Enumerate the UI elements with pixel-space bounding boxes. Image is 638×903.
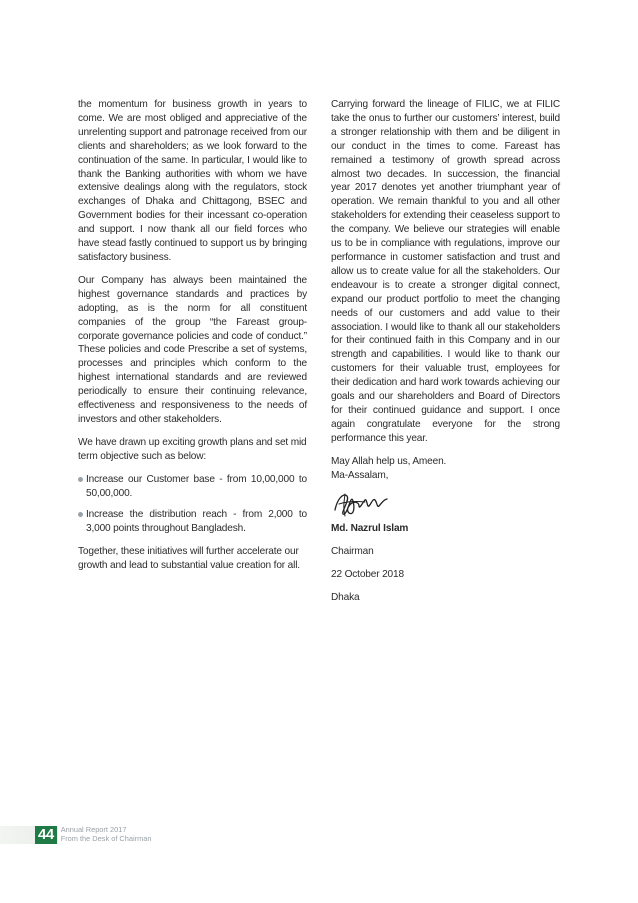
- footer-text: [61, 826, 152, 843]
- page-footer: [35, 826, 151, 844]
- bullet-dot-icon: [78, 512, 83, 517]
- signer-title: Chairman: [331, 546, 374, 558]
- footer-line-1: Annual Report 2017: [60, 825, 127, 835]
- list-item: [78, 473, 307, 501]
- list-item: [78, 508, 307, 536]
- page-number: 44: [35, 826, 57, 844]
- signature-image: [331, 486, 391, 520]
- left-paragraph-1: the momentum for business growth in years to come. We are most obliged and appreciative of the unrelenting support and patronage received from our clients and shareholders; as we look forward to the continuation of the same. In particular, I would like to thank the Banking authorities with whom we have extensive dealings along with the regulators, stock exchanges of Dhaka and Chittagong, BSEC and Government bodies for their incessant co-operation and support. I now thank all our field forces who have stead fastly continued to support us by bringing satisfactory business.: [78, 99, 307, 263]
- closing-text: [331, 455, 560, 483]
- signing-place: Dhaka: [331, 592, 360, 604]
- signer-name: Md. Nazrul Islam: [331, 523, 409, 535]
- left-paragraph-2: Our Company has always been maintained the highest governance standards and practices by adopting, as is the norm for all constituent companies of the group “the Fareast group-corporate governance policies and code of conduct.” These policies and code Prescribe a set of systems, processes and principles which conform to the highest international standards and are reviewed periodically to ensure their continuing relevance, effectiveness and responsiveness to the needs of investors and other stakeholders.: [78, 274, 307, 425]
- right-column: [331, 98, 560, 614]
- list-item-text: Increase the distribution reach - from 2,000 to 3,000 points throughout Bangladesh.: [86, 509, 307, 535]
- right-paragraph-1: Carrying forward the lineage of FILIC, we at FILIC take the onus to further our customers’ interest, build a stronger relationship with them and be diligent in our conduct in the times to come. Fareast has remained a testimony of growth spread across almost two decades. In succession, the financial year 2017 denotes yet another triumphant year of operation. We remain thankful to you and all other stakeholders for extending their ceaseless support to the company. We believe our strategies will enable us to be in compliance with regulations, improve our performance in customer satisfaction and trust and allow us to create value for all the stakeholders. Our endeavour is to create a stronger digital connect, expand our product portfolio to meet the changing needs of our customers and add value to their association. I would like to thank all our stakeholders for their continued faith in this Company and in our strength and capabilities. I would like to thank our customers for their valuable trust, employees for their dedication and hard work towards achieving our goals and our shareholders and Board of Directors for their continued guidance and support. I once again congratulate everyone for the strong performance this year.: [331, 99, 560, 444]
- left-paragraph-4: Together, these initiatives will further accelerate our growth and lead to substantial value creation for all.: [78, 546, 300, 572]
- list-item-text: Increase our Customer base - from 10,00,000 to 50,00,000.: [86, 473, 307, 499]
- bullet-dot-icon: [78, 477, 83, 482]
- closing-line-1: May Allah help us, Ameen.: [331, 455, 447, 467]
- signing-date: 22 October 2018: [331, 569, 404, 581]
- closing-line-2: Ma-Assalam,: [331, 469, 389, 481]
- footer-line-2: From the Desk of Chairman: [60, 834, 152, 843]
- left-paragraph-3: We have drawn up exciting growth plans and set mid term objective such as below:: [78, 436, 307, 462]
- left-column: [78, 98, 307, 582]
- objectives-list: [78, 473, 307, 537]
